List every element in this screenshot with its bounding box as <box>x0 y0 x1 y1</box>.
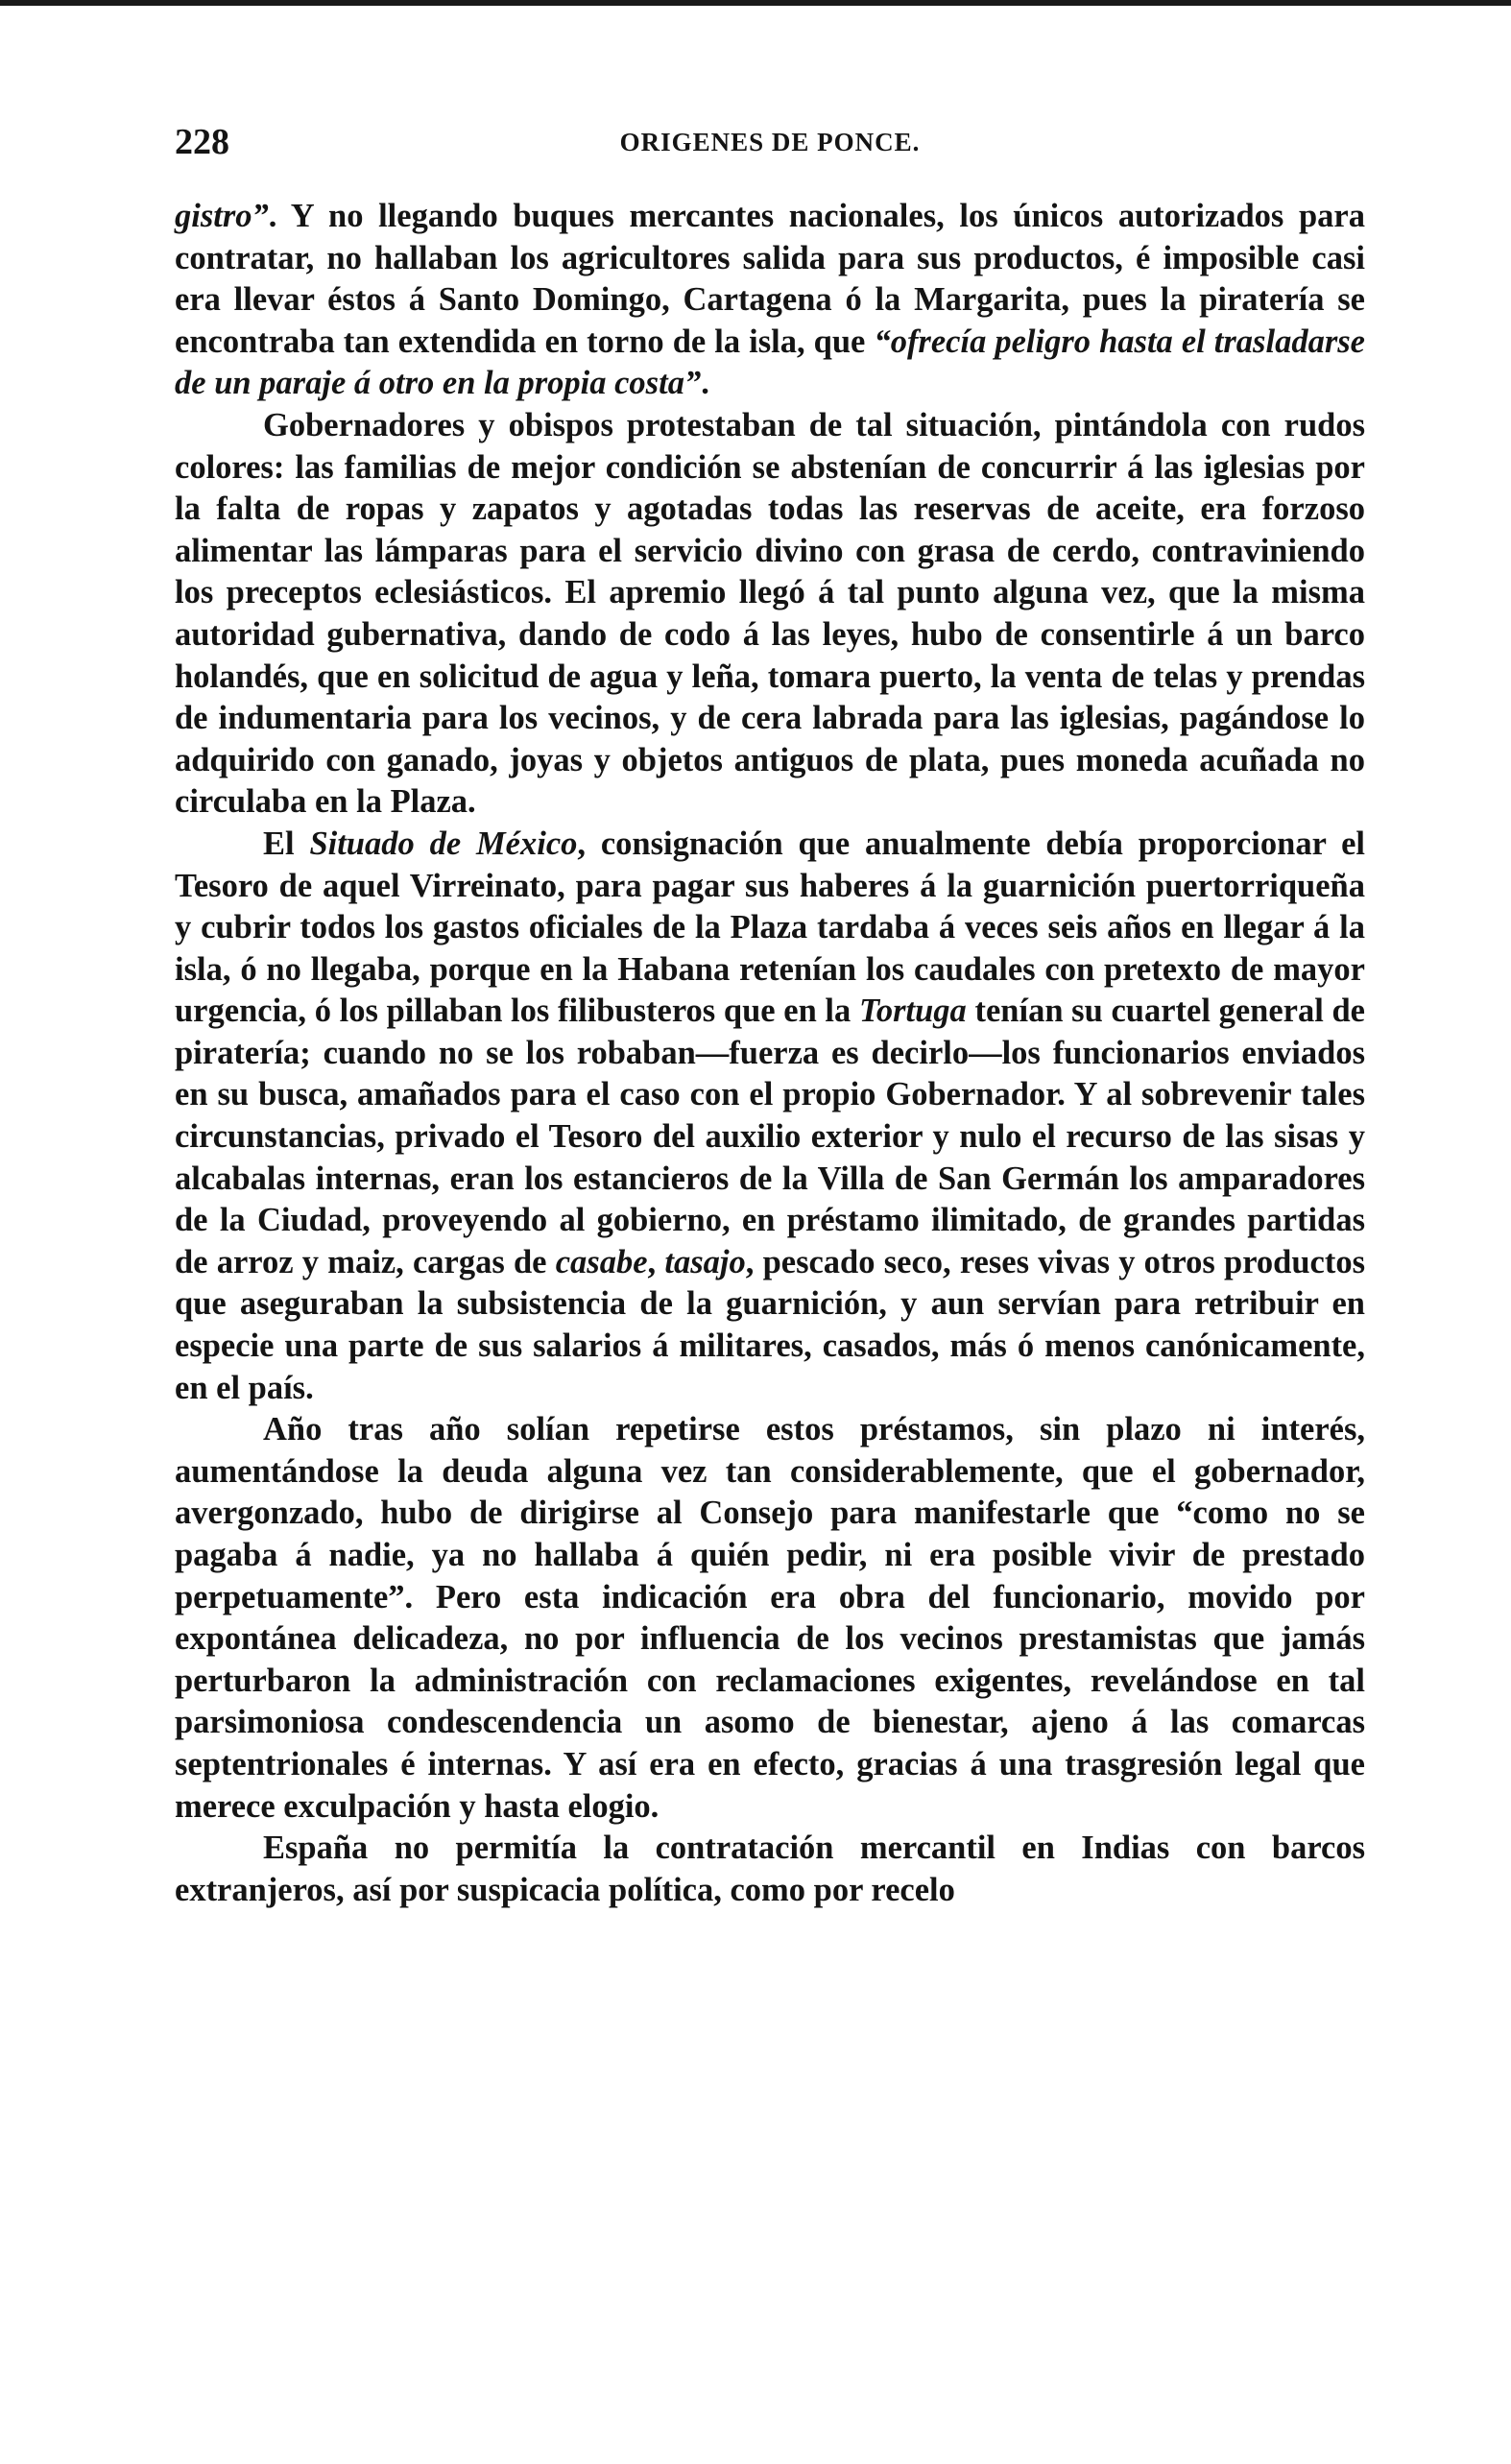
text-segment: tasajo <box>664 1243 746 1280</box>
text-segment: Tortuga <box>858 993 967 1030</box>
text-segment: . <box>701 365 709 402</box>
body-text <box>175 196 1365 1911</box>
text-segment: “ofrecía peligro hasta el trasladarse de un paraje á otro en la propia costa” <box>175 323 1365 402</box>
paragraph-3 <box>175 824 1365 1409</box>
paragraph-1 <box>175 196 1365 405</box>
text-segment: gistro” <box>175 198 269 234</box>
text-segment: . Y no llegando buques mercantes nacionales, los únicos autorizados para contratar, no hallaban los agricultores salida para sus productos, é imposible casi era llevar éstos á Santo Domingo, Cartagena ó la Margarita, pues la piratería se encontraba tan extendida en torno de la isla, que <box>175 198 1365 360</box>
text-segment: El <box>263 825 310 862</box>
paragraph-4 <box>175 1409 1365 1828</box>
text-segment: tenían su cuartel general de piratería; cuando no se los robaban—fuerza es decirlo—los funcionarios enviados en su busca, amañados para el caso con el propio Gobernador. Y al sobrevenir tales circunstancias, privado el Tesoro del auxilio exterior y nulo el recurso de las sisas y alcabalas internas, eran los estancieros de la Villa de San Germán los amparadores de la Ciudad, proveyendo al gobierno, en préstamo ilimitado, de grandes partidas de arroz y maiz, cargas de <box>175 993 1365 1280</box>
text-segment: Situado de México <box>309 825 578 862</box>
paragraph-2 <box>175 405 1365 824</box>
text-segment: Gobernadores y obispos protestaban de tal situación, pintándola con rudos colores: las familias de mejor condición se abstenían de concurrir á las iglesias por la falta de ropas y zapatos y agotadas todas las reservas de aceite, era forzoso alimentar las lámparas para el servicio divino con grasa de cerdo, contraviniendo los preceptos eclesiásticos. El apremio llegó á tal punto alguna vez, que la misma autoridad gubernativa, dando de codo á las leyes, hubo de consentirle á un barco holandés, que en solicitud de agua y leña, tomara puerto, la venta de telas y prendas de indumentaria para los vecinos, y de cera labrada para las iglesias, pagándose lo adquirido con ganado, joyas y objetos antiguos de plata, pues moneda acuñada no circulaba en la Plaza. <box>175 406 1365 821</box>
running-title: ORIGENES DE PONCE. <box>619 128 921 156</box>
text-segment: España no permitía la contratación mercantil en Indias con barcos extranjeros, así por suspicacia política, como por recelo <box>175 1830 1365 1908</box>
text-segment: , consignación que anualmente debía proporcionar el Tesoro de aquel Virreinato, para pagar sus haberes á la guarnición puertorriqueña y cubrir todos los gastos oficiales de la Plaza tardaba á veces seis años en llegar á la isla, ó no llegaba, porque en la Habana retenían los caudales con pretexto de mayor urgencia, ó los pillaban los filibusteros que en la <box>175 825 1365 1030</box>
page-number: 228 <box>175 122 229 162</box>
text-segment: , <box>647 1243 665 1280</box>
book-page <box>175 113 1365 1911</box>
page-header <box>175 113 1365 171</box>
text-segment: , pescado seco, reses vivas y otros productos que aseguraban la subsistencia de la guarnición, y aun servían para retribuir en especie una parte de sus salarios á militares, casados, más ó menos canónicamente, en el país. <box>175 1243 1365 1406</box>
text-segment: casabe <box>555 1243 648 1280</box>
text-segment: Año tras año solían repetirse estos préstamos, sin plazo ni interés, aumentándose la deuda alguna vez tan considerablemente, que el gobernador, avergonzado, hubo de dirigirse al Consejo para manifestarle que “como no se pagaba á nadie, ya no hallaba á quién pedir, ni era posible vivir de prestado perpetuamente”. Pero esta indicación era obra del funcionario, movido por expontánea delicadeza, no por influencia de los vecinos prestamistas que jamás perturbaron la administración con reclamaciones exigentes, revelándose en tal parsimoniosa condescendencia un asomo de bienestar, ajeno á las comarcas septentrionales é internas. Y así era en efecto, gracias á una trasgresión legal que merece exculpación y hasta elogio. <box>175 1411 1365 1825</box>
paragraph-5 <box>175 1828 1365 1911</box>
top-border <box>0 0 1511 6</box>
